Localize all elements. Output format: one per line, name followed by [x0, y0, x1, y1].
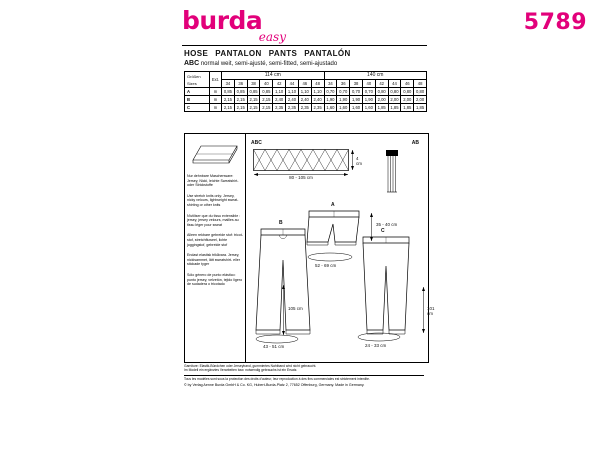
view-a-hip-label: 52 - 69 cm — [315, 263, 337, 268]
cell: 1,60 — [362, 104, 375, 112]
view-c-length-label: 101 cm — [427, 306, 435, 316]
garment-titles — [184, 49, 434, 58]
fit-description — [184, 60, 444, 67]
cell: 0,80 — [401, 88, 414, 96]
footer-line: Tous les modèles sont sous la protection des droits d'auteur, leur reproduction à des fins commerciales est strictement interdite. — [184, 377, 370, 382]
row-view-letter: B — [185, 96, 210, 104]
drawstring-shape — [381, 148, 403, 194]
size-cell: 44 — [388, 80, 401, 88]
cell: 1,85 — [414, 104, 427, 112]
size-cell: 34 — [222, 80, 235, 88]
fabric-note: Use stretch knits only: Jersey, nicky velours, lightweight sweatshirting or other knits — [187, 193, 239, 207]
cell: 1,90 — [362, 96, 375, 104]
size-cell: 48 — [414, 80, 427, 88]
row-unit: m — [210, 88, 222, 96]
footer-line: Garniture: Elastik-Bündchen oder Jerseyband, gummiertes Nahtband wird nicht gebraucht. — [184, 364, 317, 368]
cell: 2,15 — [247, 96, 260, 104]
cell: 1,10 — [311, 88, 324, 96]
footer-divider — [184, 375, 424, 376]
cell: 2,00 — [375, 96, 388, 104]
cell: 2,35 — [273, 104, 286, 112]
cell: 0,85 — [222, 88, 235, 96]
row-view-letter: C — [185, 104, 210, 112]
cell: 1,85 — [388, 104, 401, 112]
label-sizes: Sizes — [187, 80, 197, 86]
waistband-height-arrow — [350, 149, 355, 171]
cell: 0,80 — [414, 88, 427, 96]
size-cell: 38 — [350, 80, 363, 88]
cell: 0,80 — [388, 88, 401, 96]
cell: 2,00 — [388, 96, 401, 104]
cell: 0,70 — [350, 88, 363, 96]
view-c-hem-ellipse — [357, 332, 401, 342]
brand-subtitle: easy — [258, 30, 286, 44]
size-cell: 46 — [401, 80, 414, 88]
cell: 2,35 — [286, 104, 299, 112]
drawstring-diagram — [363, 140, 421, 196]
fabric-note: Alleen rekbare gebreide stof: tricotstof, stretchfluweel, lichte joggingstof, gebreide stof — [187, 233, 243, 247]
drawstring-view-label: AB — [411, 140, 419, 146]
cell: 1,10 — [286, 88, 299, 96]
size-cell: 34 — [324, 80, 337, 88]
table-row — [185, 88, 427, 96]
cell: 0,85 — [260, 88, 273, 96]
cell: 1,10 — [298, 88, 311, 96]
title-es: PANTALÓN — [304, 49, 351, 58]
brand-name: burda — [182, 6, 263, 35]
cell: 0,70 — [337, 88, 350, 96]
cell: 1,90 — [337, 96, 350, 104]
cell: 2,15 — [234, 104, 247, 112]
fabric-note: N'utiliser que du tissu extensible : jersey, jersey velours, mailles au tissu léger pour sweat — [187, 213, 241, 227]
view-b-hem-ellipse — [255, 334, 299, 344]
size-cell: 38 — [247, 80, 260, 88]
cell: 0,85 — [247, 88, 260, 96]
copyright: © by Verlag Aenne Burda GmbH & Co. KG, Hubert-Burda-Platz 2, 77652 Offenburg, Germany. Made in Germany. — [184, 383, 365, 388]
fabric-note: Endast elastisk trikåvara. Jersey, nickisammet, lätt sweatshirt- eller stickade tyger — [187, 253, 240, 267]
table-row — [185, 96, 427, 104]
cell: 2,35 — [311, 104, 324, 112]
cell: 2,15 — [260, 104, 273, 112]
size-cell: 40 — [260, 80, 273, 88]
cell: 1,60 — [350, 104, 363, 112]
cell: 2,35 — [298, 104, 311, 112]
waistband-diagram — [251, 140, 362, 194]
waistband-height-label: 4 cm — [356, 156, 362, 166]
cell: 1,85 — [401, 104, 414, 112]
table-row — [185, 104, 427, 112]
cell: 2,15 — [260, 96, 273, 104]
size-cell: 48 — [311, 80, 324, 88]
cell: 1,60 — [337, 104, 350, 112]
header-divider — [182, 45, 427, 46]
title-en: PANTS — [268, 49, 298, 58]
view-letters: ABC — [184, 60, 200, 67]
ext-label: Ext. — [211, 77, 220, 82]
view-b-length-label: 105 cm — [288, 306, 303, 311]
view-c-pants-drawing — [353, 234, 419, 338]
view-c-length-arrow — [421, 286, 426, 334]
cell: 1,10 — [273, 88, 286, 96]
cell: 1,60 — [324, 104, 337, 112]
table-row-group-header — [185, 72, 427, 80]
cell: 0,70 — [324, 88, 337, 96]
fabric-swatch-icon — [191, 140, 239, 166]
size-cell: 42 — [273, 80, 286, 88]
view-c-hem-label: 24 - 33 cm — [365, 343, 387, 348]
fit-text: normal weit, semi-ajusté, semi-fitted, semi-ajustado — [200, 61, 338, 67]
size-cell: 36 — [337, 80, 350, 88]
waistband-width-label: 80 - 105 cm — [289, 175, 313, 180]
group-header-114: 114 cm — [222, 72, 325, 80]
waistband-shape — [253, 149, 349, 171]
cell: 0,85 — [234, 88, 247, 96]
view-b-label: B — [279, 220, 283, 226]
size-cell: 42 — [375, 80, 388, 88]
row-unit: m — [210, 96, 222, 104]
waistband-view-label: ABC — [251, 140, 262, 146]
row-view-letter: A — [185, 88, 210, 96]
view-a-inseam-label: 35 - 40 cm — [376, 222, 398, 227]
brand-logo — [182, 8, 292, 42]
view-b-length-arrow — [281, 284, 286, 336]
cell: 1,90 — [324, 96, 337, 104]
size-cell: 46 — [298, 80, 311, 88]
cell: 2,15 — [222, 96, 235, 104]
cell: 1,90 — [350, 96, 363, 104]
size-cell: 40 — [362, 80, 375, 88]
cell: 2,00 — [401, 96, 414, 104]
fabric-note: Nur dehnbare Maschenware: Jersey, Nicki, leichte Sweatshirt- oder Strickstoffe — [187, 174, 239, 188]
size-cell: 44 — [286, 80, 299, 88]
size-row-labels — [185, 72, 210, 88]
title-fr: PANTALON — [215, 49, 262, 58]
cell: 0,70 — [362, 88, 375, 96]
cell: 2,40 — [311, 96, 324, 104]
cell: 0,80 — [375, 88, 388, 96]
view-a-label: A — [331, 202, 335, 208]
group-header-140: 140 cm — [324, 72, 427, 80]
cell: 2,15 — [222, 104, 235, 112]
view-b-hem-label: 43 - 51 cm — [263, 344, 285, 349]
footer-line: Im Modell ein ergänztes Verarbeiten bzw. notwendig gebrauchs ist ein Ersatz. — [184, 368, 298, 373]
fabric-requirement-table — [184, 71, 427, 112]
panel-divider — [245, 134, 246, 362]
cell: 2,40 — [273, 96, 286, 104]
footer-notes — [184, 364, 434, 388]
cell: 2,15 — [234, 96, 247, 104]
title-de: HOSE — [184, 49, 209, 58]
fabric-notes-column — [187, 174, 243, 293]
cell: 2,15 — [247, 104, 260, 112]
size-cell: 36 — [234, 80, 247, 88]
technical-drawing-panel — [184, 133, 435, 363]
view-a-hem-ellipse — [307, 252, 353, 262]
pattern-number: 5789 — [523, 10, 587, 35]
label-groessen: Größen — [187, 73, 201, 79]
cell: 2,40 — [286, 96, 299, 104]
view-c-label: C — [381, 228, 385, 234]
cell: 2,40 — [298, 96, 311, 104]
fabric-note: Sólo género de punto elástico: punto jersey, velvetón, tejido ligero de sudadera o tricotado — [187, 272, 243, 287]
cell: 1,85 — [375, 104, 388, 112]
row-unit: m — [210, 104, 222, 112]
ext-header — [210, 72, 222, 88]
cell: 2,00 — [414, 96, 427, 104]
table-row-sizes — [185, 80, 427, 88]
